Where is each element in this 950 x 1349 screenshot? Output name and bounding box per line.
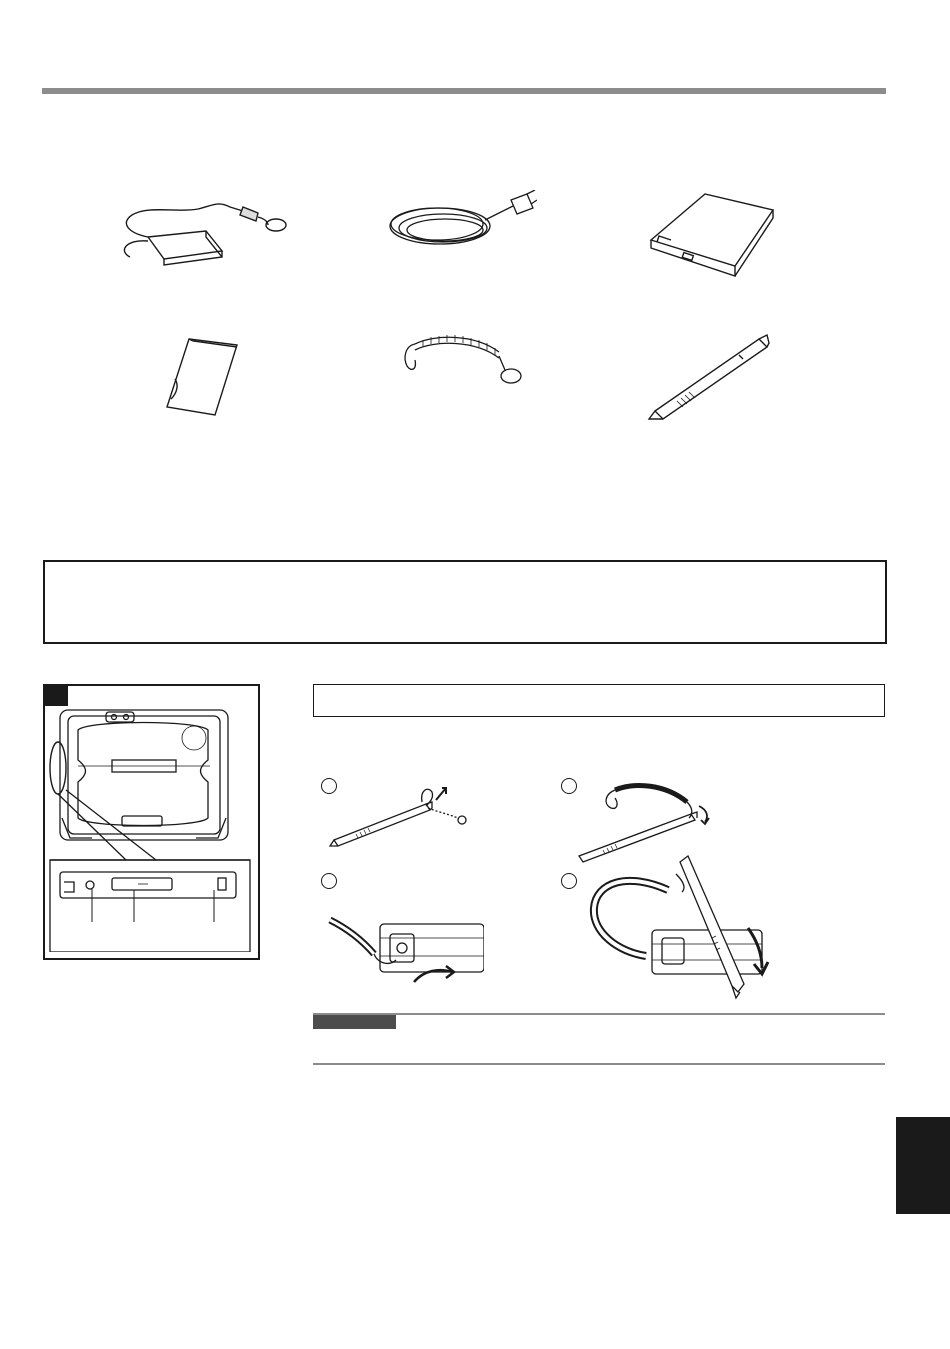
- top-rule: [42, 88, 886, 94]
- step-circle-icon: [561, 873, 577, 889]
- stylus-pen-icon: [647, 333, 772, 421]
- figure-a-label-tag: [43, 684, 68, 706]
- tether-attach-step3-icon: [326, 898, 484, 990]
- tether-icon: [395, 330, 527, 390]
- cloth-icon: [165, 335, 241, 417]
- battery-pack-icon: [643, 190, 778, 282]
- tablet-back-view-icon: [48, 706, 253, 952]
- note-label-tag: [313, 1015, 396, 1029]
- note-top-rule: [313, 1013, 885, 1015]
- stylus-stow-step4-icon: [588, 852, 778, 1004]
- ac-adaptor-icon: [118, 193, 288, 269]
- section-header-box: [313, 684, 885, 717]
- side-chapter-tab: [896, 1117, 950, 1214]
- note-box: [43, 560, 887, 644]
- step-circle-icon: [321, 873, 337, 889]
- stylus-tether-step1-icon: [328, 784, 473, 850]
- power-cord-icon: [385, 190, 537, 252]
- note-bottom-rule: [313, 1063, 885, 1065]
